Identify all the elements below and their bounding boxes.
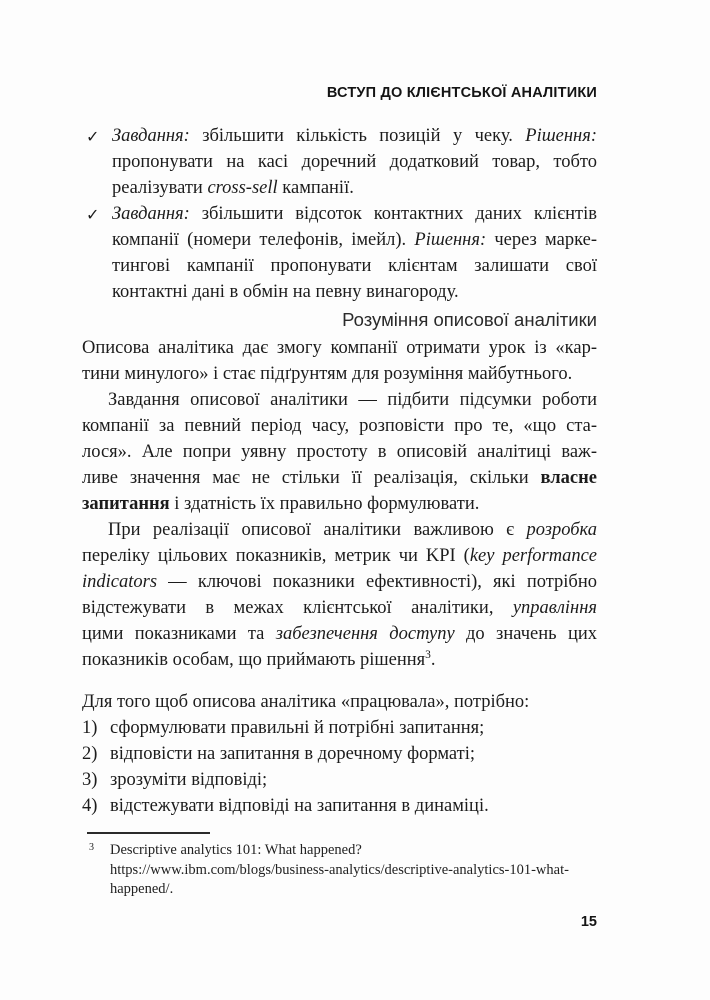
text-run: тини минулого» і стає підґрунтям для розуміння майбутнього. bbox=[82, 364, 573, 384]
text-run: реалізувати bbox=[112, 178, 208, 198]
text-run: компанії (номери телефонів, імейл). bbox=[112, 230, 415, 250]
footnote-line: Descriptive analytics 101: What happened? bbox=[110, 842, 362, 858]
text-line bbox=[82, 491, 597, 517]
text-run: контактні дані в обмін на певну винагороду. bbox=[112, 282, 459, 302]
text-line bbox=[112, 279, 597, 305]
text-run: збільшити кількість позицій у чеку. bbox=[189, 126, 526, 146]
text-run: і здатність їх правильно формулювати. bbox=[169, 494, 480, 514]
text-run: При реалізації описової аналітики важливою є bbox=[108, 520, 527, 540]
text-run: Для того щоб описова аналітика «працювала», потрібно: bbox=[82, 692, 530, 712]
text-run: відповісти на запитання в доречному форматі; bbox=[110, 744, 475, 764]
footnote-line: https://www.ibm.com/blogs/business-analytics/descriptive-analytics-101-what- bbox=[110, 861, 569, 878]
text-run: кампанії. bbox=[277, 178, 354, 198]
text-run: показників особам, що приймають рішення bbox=[82, 650, 426, 670]
page-number: 15 bbox=[580, 913, 597, 930]
text-line bbox=[112, 253, 597, 279]
text-run: Рішення: bbox=[525, 126, 597, 146]
text-line bbox=[112, 201, 597, 227]
text-run: компанії за певний період часу, розповісти про те, «що ста- bbox=[82, 416, 597, 436]
text-run: відстежувати відповіді на запитання в динаміці. bbox=[110, 796, 489, 816]
text-line bbox=[82, 569, 597, 595]
text-line bbox=[82, 387, 597, 413]
text-line bbox=[82, 689, 597, 715]
text-line bbox=[82, 439, 597, 465]
text-run: Завдання: bbox=[112, 204, 190, 224]
section-heading: Розуміння описової аналітики bbox=[342, 309, 597, 330]
numbered-item bbox=[82, 741, 597, 767]
text-run: відстежувати в межах клієнтської аналітики, bbox=[82, 598, 513, 618]
text-run: Рішення: bbox=[414, 230, 487, 250]
text-run: — ключові показники ефективності), які потрібно bbox=[157, 572, 597, 592]
text-run: власне bbox=[540, 468, 597, 488]
text-line bbox=[82, 621, 597, 647]
paragraph bbox=[82, 517, 597, 673]
numbered-item bbox=[82, 715, 597, 741]
numbered-item bbox=[82, 793, 597, 819]
text-line bbox=[110, 741, 597, 767]
check-bullet-icon: ✓ bbox=[86, 205, 100, 224]
footnote-section bbox=[82, 832, 597, 900]
text-run: переліку цільових показників, метрик чи KPI ( bbox=[82, 546, 470, 566]
text-line bbox=[82, 465, 597, 491]
text-run: цими показниками та bbox=[82, 624, 276, 644]
text-line bbox=[110, 793, 597, 819]
text-run: . bbox=[430, 650, 436, 670]
text-line bbox=[82, 647, 597, 673]
text-line bbox=[82, 413, 597, 439]
text-run: Завдання описової аналітики — підбити підсумки роботи bbox=[108, 390, 597, 410]
running-head: ВСТУП ДО КЛІЄНТСЬКОЇ АНАЛІТИКИ bbox=[326, 85, 597, 101]
check-bullet-icon: ✓ bbox=[86, 127, 100, 146]
list-number: 3) bbox=[82, 770, 98, 790]
text-line bbox=[112, 227, 597, 253]
footnote bbox=[82, 841, 597, 900]
text-run: забезпечення доступу bbox=[275, 624, 455, 644]
text-run: Описова аналітика дає змогу компанії отримати урок із «кар- bbox=[82, 338, 597, 358]
text-run: indicators bbox=[82, 572, 158, 592]
footnote-divider bbox=[87, 832, 210, 834]
text-run: до значень цих bbox=[454, 624, 597, 644]
text-run: 3 bbox=[425, 648, 431, 661]
text-line bbox=[82, 517, 597, 543]
text-run: зрозуміти відповіді; bbox=[110, 770, 268, 790]
paragraph bbox=[82, 689, 597, 715]
text-run: збільшити відсоток контактних даних клієнтів bbox=[189, 204, 597, 224]
text-run: key performance bbox=[469, 546, 597, 566]
text-line bbox=[82, 543, 597, 569]
text-run: тингові кампанії пропонувати клієнтам залишати свої bbox=[112, 256, 597, 276]
list-number: 1) bbox=[82, 718, 98, 738]
text-run: cross-sell bbox=[207, 178, 278, 198]
text-line bbox=[82, 361, 597, 387]
text-line bbox=[82, 335, 597, 361]
text-run: ливе значення має не стільки її реалізація, скільки bbox=[82, 468, 541, 488]
text-run: лося». Але попри уявну простоту в описовій аналітиці важ- bbox=[82, 442, 597, 462]
paragraph bbox=[82, 335, 597, 387]
text-run: через марке- bbox=[486, 230, 597, 250]
text-line bbox=[82, 595, 597, 621]
text-line bbox=[112, 175, 597, 201]
text-line bbox=[112, 123, 597, 149]
paragraph bbox=[82, 387, 597, 517]
text-run: сформулювати правильні й потрібні запитання; bbox=[110, 718, 485, 738]
bullet-item bbox=[82, 201, 597, 305]
text-run: пропонувати на касі доречний додатковий товар, тобто bbox=[112, 152, 597, 172]
text-line bbox=[110, 715, 597, 741]
text-run: запитання bbox=[82, 494, 170, 514]
text-run: управління bbox=[512, 598, 597, 618]
footnote-text bbox=[110, 841, 597, 900]
list-number: 4) bbox=[82, 796, 98, 816]
numbered-item bbox=[82, 767, 597, 793]
footnote-line: happened/. bbox=[110, 881, 174, 897]
bullet-item bbox=[82, 123, 597, 201]
text-run: Завдання: bbox=[112, 126, 190, 146]
page-content bbox=[82, 123, 597, 819]
text-line bbox=[112, 149, 597, 175]
footnote-marker: 3 bbox=[89, 842, 94, 853]
text-run: розробка bbox=[526, 520, 597, 540]
text-line bbox=[110, 767, 597, 793]
list-number: 2) bbox=[82, 744, 98, 764]
